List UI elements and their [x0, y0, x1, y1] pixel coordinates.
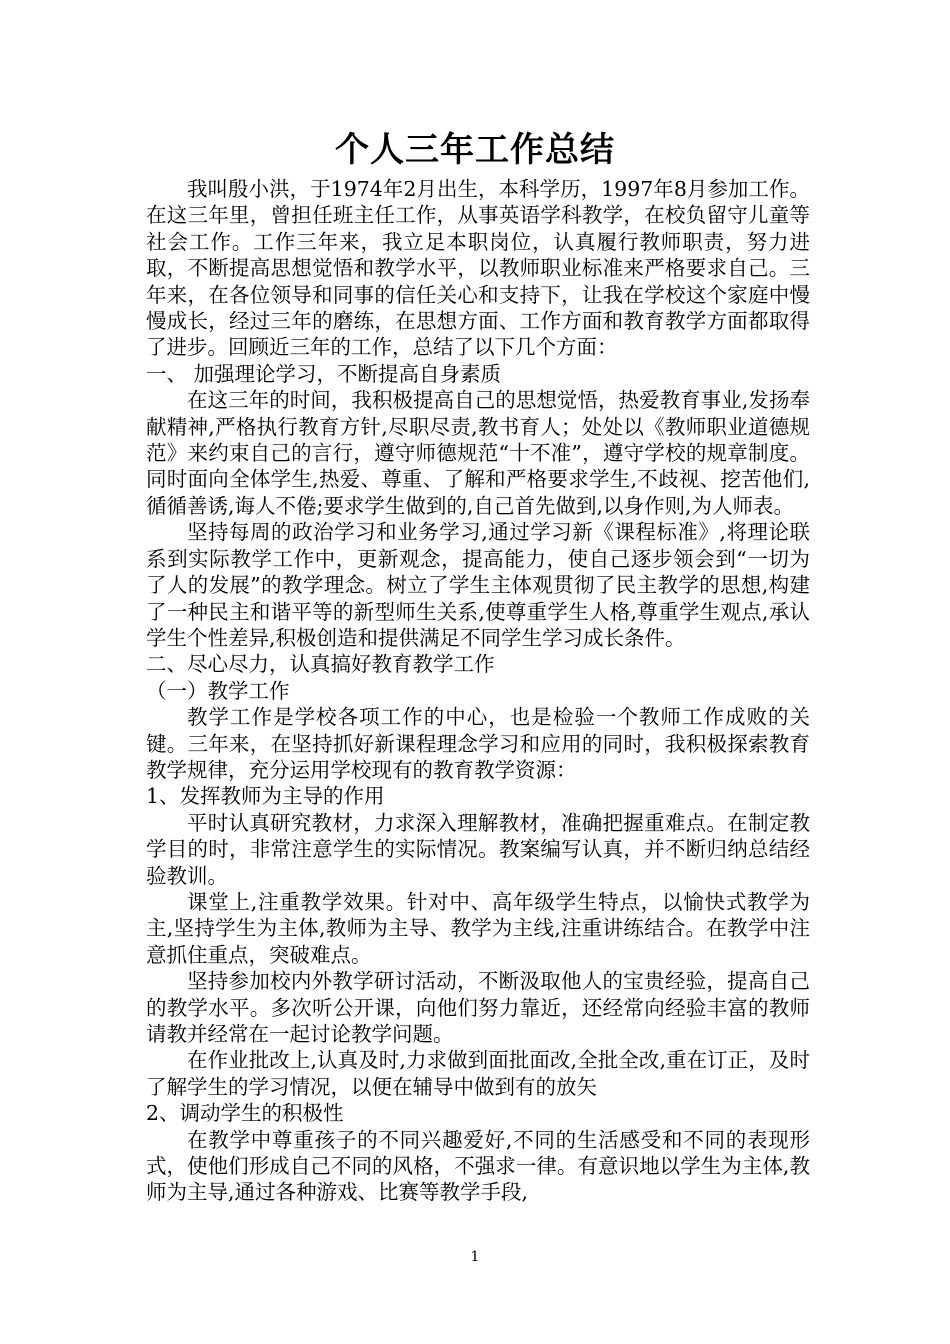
page-number: 1: [470, 1249, 480, 1265]
item-heading-1: 1、发挥教师为主导的作用: [146, 784, 385, 809]
paragraph-morality: 在这三年的时间，我积极提高自己的思想觉悟，热爱教育事业,发扬奉献精神,严格执行教育方针,尽职尽责,教书育人；处处以《教师职业道德规范》来约束自己的言行，遵守师德规范“十不准”，遵守学校的规章制度。同时面向全体学生,热爱、尊重、了解和严格要求学生,不歧视、挖苦他们,循循善诱,诲人不倦;要求学生做到的,自己首先做到,以身作则,为人师表。: [146, 388, 810, 518]
subsection-heading-teaching: （一）教学工作: [146, 678, 290, 703]
document-title: 个人三年工作总结: [335, 130, 615, 170]
section-heading-2: 二、尽心尽力，认真搞好教育教学工作: [146, 652, 495, 677]
paragraph-interest: 在教学中尊重孩子的不同兴趣爱好,不同的生活感受和不同的表现形式，使他们形成自己不同的风格，不强求一律。有意识地以学生为主体,教师为主导,通过各种游戏、比赛等教学手段,: [146, 1127, 810, 1205]
document-body: [146, 176, 810, 1206]
paragraph-teaching-core: 教学工作是学校各项工作的中心，也是检验一个教师工作成败的关键。三年来，在坚持抓好新课程理念学习和应用的同时，我积极探索教育教学规律，充分运用学校现有的教育教学资源：: [146, 705, 810, 782]
paragraph-study: 坚持每周的政治学习和业务学习,通过学习新《课程标准》,将理论联系到实际教学工作中，更新观念，提高能力，使自己逐步领会到“一切为了人的发展”的教学理念。树立了学生主体观贯彻了民主教学的思想,构建了一种民主和谐平等的新型师生关系,使尊重学生人格,尊重学生观点,承认学生个性差异,积极创造和提供满足不同学生学习成长条件。: [146, 520, 810, 650]
section-heading-1: 一、 加强理论学习，不断提高自身素质: [146, 361, 502, 386]
paragraph-intro: 我叫殷小洪，于1974年2月出生，本科学历，1997年8月参加工作。在这三年里，曾担任班主任工作，从事英语学科教学，在校负留守儿童等社会工作。工作三年来，我立足本职岗位，认真履行教师职责，努力进取，不断提高思想觉悟和教学水平，以教师职业标准来严格要求自己。三年来，在各位领导和同事的信任关心和支持下，让我在学校这个家庭中慢慢成长，经过三年的磨练，在思想方面、工作方面和教育教学方面都取得了进步。回顾近三年的工作，总结了以下几个方面：: [146, 177, 810, 360]
paragraph-homework: 在作业批改上,认真及时,力求做到面批面改,全批全改,重在订正，及时了解学生的学习情况，以便在辅导中做到有的放矢: [146, 1048, 810, 1099]
paragraph-textbook: 平时认真研究教材，力求深入理解教材，准确把握重难点。在制定教学目的时，非常注意学生的实际情况。教案编写认真，并不断归纳总结经验教训。: [146, 810, 810, 888]
paragraph-research: 坚持参加校内外教学研讨活动，不断汲取他人的宝贵经验，提高自己的教学水平。多次听公开课，向他们努力靠近，还经常向经验丰富的教师请教并经常在一起讨论教学问题。: [146, 969, 810, 1046]
paragraph-classroom: 课堂上,注重教学效果。针对中、高年级学生特点，以愉快式教学为主,坚持学生为主体,教师为主导、教学为主线,注重讲练结合。在教学中注意抓住重点，突破难点。: [146, 889, 810, 967]
item-heading-2: 2、调动学生的积极性: [146, 1101, 344, 1126]
